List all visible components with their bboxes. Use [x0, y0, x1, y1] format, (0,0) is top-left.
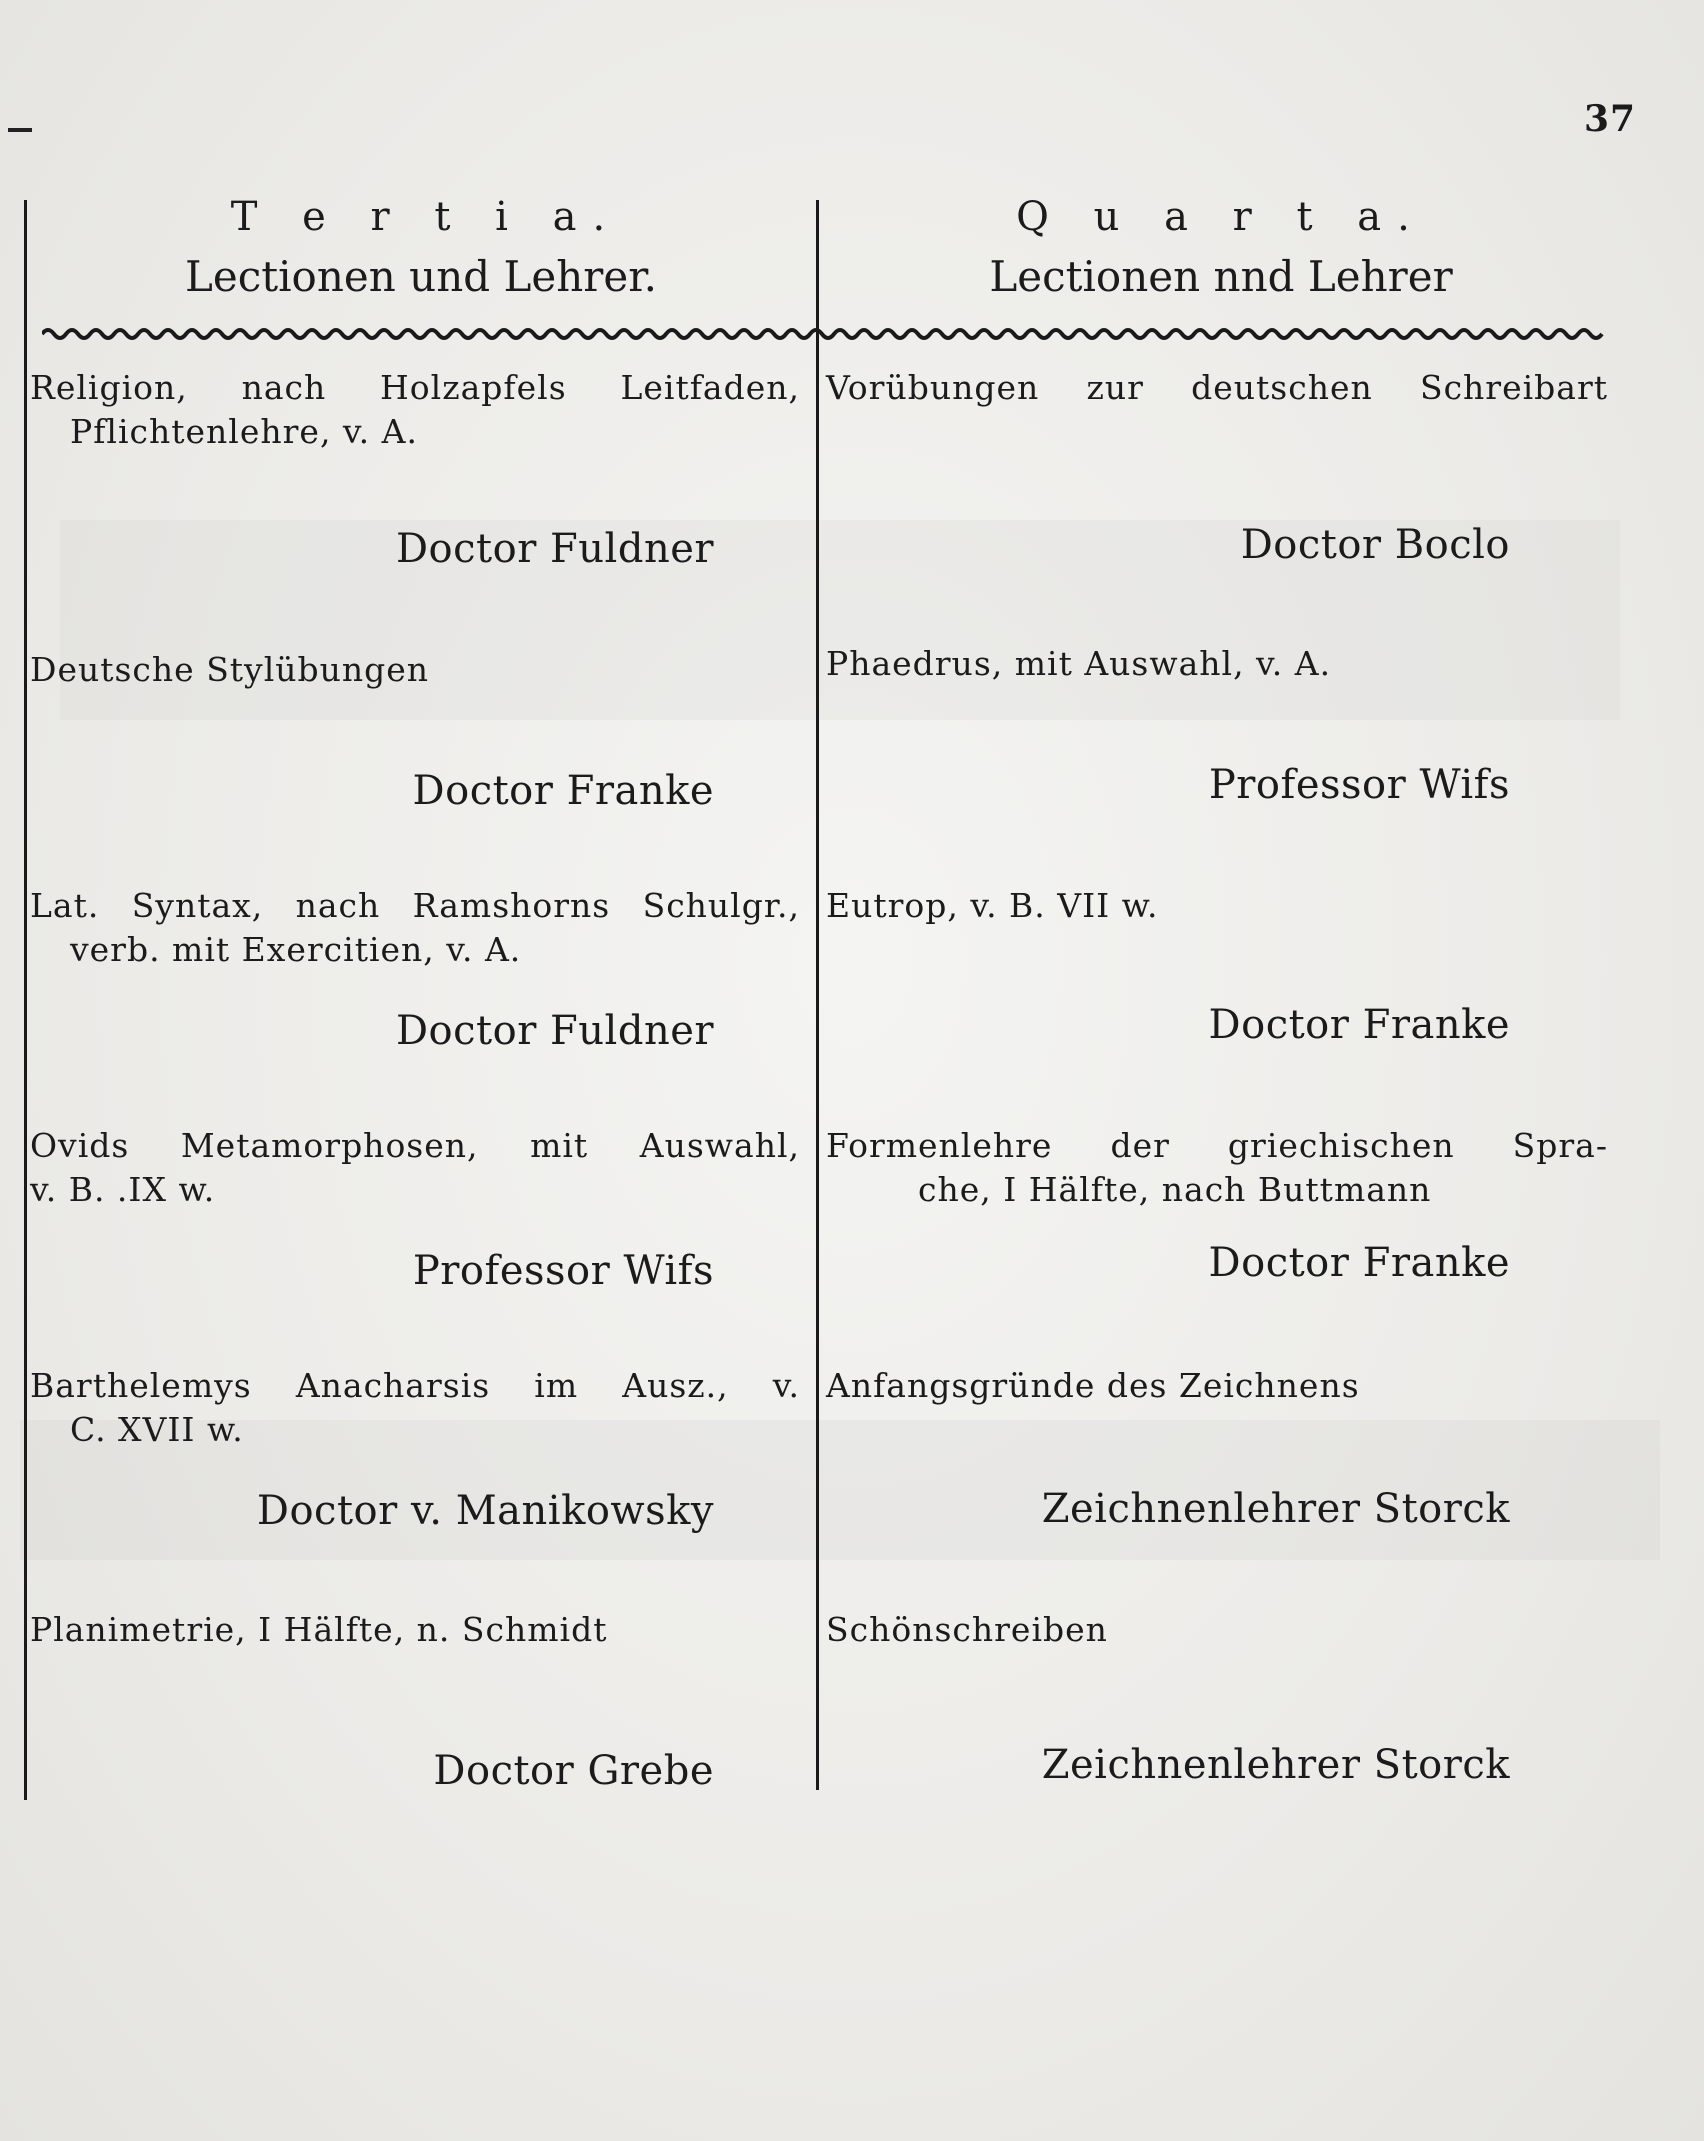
lesson-line: Religion, nach Holzapfels Leitfaden, [30, 368, 800, 407]
teacher-name: Doctor Grebe [433, 1748, 714, 1794]
lesson-line: Ovids Metamorphosen, mit Auswahl, [30, 1126, 800, 1165]
lesson-line: Barthelemys Anacharsis im Ausz., v. [30, 1366, 800, 1405]
teacher-name: Doctor Fuldner [395, 526, 714, 572]
column-title: T e r t i a. [230, 194, 622, 240]
lesson-entry [30, 1608, 800, 1652]
column-title: Q u a r t a. [1016, 194, 1426, 240]
lesson-line: Formenlehre der griechischen Spra- [826, 1126, 1608, 1165]
lesson-entry [30, 1124, 800, 1212]
lesson-line: che, I Hälfte, nach Buttmann [918, 1170, 1432, 1209]
lesson-entry [826, 1608, 1608, 1652]
teacher-name: Doctor Franke [1208, 1240, 1510, 1286]
column-subtitle: Lectionen und Lehrer. [184, 252, 658, 301]
lesson-line: Deutsche Stylübungen [30, 650, 430, 689]
lesson-line: Vorübungen zur deutschen Schreibart [826, 368, 1608, 407]
lesson-line: v. B. .IX w. [30, 1170, 216, 1209]
lesson-entry [826, 1364, 1608, 1408]
lesson-entry [30, 648, 800, 692]
teacher-name: Doctor Fuldner [395, 1008, 714, 1054]
teacher-name: Zeichnenlehrer Storck [1041, 1742, 1510, 1788]
teacher-name: Doctor v. Manikowsky [256, 1488, 714, 1534]
corner-mark [8, 128, 32, 132]
lesson-line: Pflichtenlehre, v. A. [70, 412, 418, 451]
lesson-entry [30, 1364, 800, 1452]
wavy-header-rule [42, 326, 1610, 342]
lesson-line: Schönschreiben [826, 1610, 1108, 1649]
lesson-line: Planimetrie, I Hälfte, n. Schmidt [30, 1610, 608, 1649]
middle-column-rule [816, 200, 819, 1790]
lesson-line: Lat. Syntax, nach Ramshorns Schulgr., [30, 886, 800, 925]
lesson-entry [30, 884, 800, 972]
lesson-entry [826, 366, 1608, 410]
teacher-name: Professor Wifs [1208, 762, 1510, 808]
left-column-rule [24, 200, 27, 1800]
lesson-line: Eutrop, v. B. VII w. [826, 886, 1159, 925]
lesson-line: C. XVII w. [70, 1410, 244, 1449]
teacher-name: Doctor Franke [1208, 1002, 1510, 1048]
lesson-entry [826, 884, 1608, 928]
lesson-entry [826, 1124, 1608, 1212]
lesson-entry [30, 366, 800, 454]
teacher-name: Professor Wifs [412, 1248, 714, 1294]
teacher-name: Doctor Franke [412, 768, 714, 814]
teacher-name: Doctor Boclo [1240, 522, 1510, 568]
column-subtitle: Lectionen nnd Lehrer [989, 252, 1453, 301]
page-number: 37 [1583, 98, 1637, 140]
lesson-line: Phaedrus, mit Auswahl, v. A. [826, 644, 1332, 683]
teacher-name: Zeichnenlehrer Storck [1041, 1486, 1510, 1532]
lesson-line: Anfangsgründe des Zeichnens [826, 1366, 1360, 1405]
lesson-line: verb. mit Exercitien, v. A. [70, 930, 522, 969]
lesson-entry [826, 642, 1608, 686]
